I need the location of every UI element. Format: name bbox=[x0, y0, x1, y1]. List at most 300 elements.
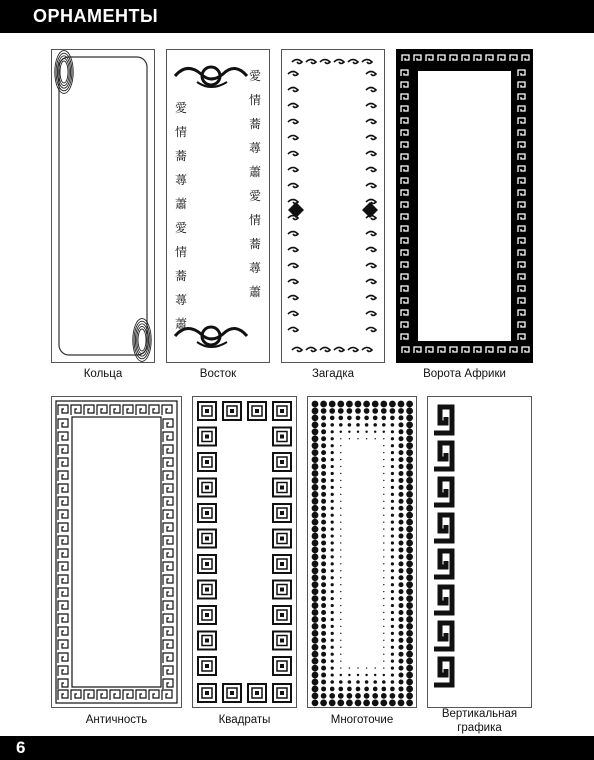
dot bbox=[321, 520, 326, 525]
dot bbox=[406, 512, 413, 519]
dot bbox=[391, 444, 394, 447]
dot bbox=[399, 527, 404, 532]
dot bbox=[331, 639, 334, 642]
dot bbox=[391, 486, 394, 489]
swirl bbox=[366, 280, 376, 284]
greek-key bbox=[58, 458, 68, 468]
dot bbox=[338, 693, 344, 699]
dot bbox=[374, 431, 376, 433]
greek-key bbox=[163, 627, 173, 637]
dot bbox=[312, 477, 319, 484]
dot bbox=[312, 602, 319, 609]
dot bbox=[381, 693, 387, 699]
dot bbox=[365, 680, 369, 684]
spiral-motif bbox=[434, 659, 452, 685]
dot bbox=[399, 686, 404, 691]
outer-line bbox=[56, 401, 177, 703]
dot bbox=[348, 431, 350, 433]
dot bbox=[339, 680, 343, 684]
dot bbox=[381, 408, 387, 414]
greek-key bbox=[123, 405, 133, 415]
nested-square bbox=[198, 606, 216, 624]
dot bbox=[399, 443, 404, 448]
dot bbox=[383, 549, 384, 550]
dot bbox=[340, 667, 341, 668]
dot bbox=[357, 438, 358, 439]
greek-key bbox=[58, 627, 68, 637]
dot bbox=[383, 466, 384, 467]
dot bbox=[312, 484, 319, 491]
dot bbox=[349, 438, 350, 439]
greek-key bbox=[163, 432, 173, 442]
dot bbox=[391, 507, 394, 510]
dot bbox=[355, 401, 362, 408]
dot bbox=[312, 470, 319, 477]
dot bbox=[406, 686, 413, 693]
dot bbox=[406, 699, 413, 706]
dot bbox=[355, 699, 362, 706]
dot bbox=[391, 528, 394, 531]
dot bbox=[329, 408, 335, 414]
dot bbox=[321, 617, 326, 622]
greek-key bbox=[163, 562, 173, 572]
dot bbox=[406, 588, 413, 595]
nested-square bbox=[198, 581, 216, 599]
glyph-right: 情 bbox=[248, 93, 262, 107]
dot bbox=[391, 493, 394, 496]
dot bbox=[406, 449, 413, 456]
greek-key bbox=[58, 536, 68, 546]
dot bbox=[347, 693, 353, 699]
dot bbox=[383, 445, 384, 446]
dot bbox=[321, 457, 326, 462]
dot bbox=[399, 638, 404, 643]
glyph-left: 蕭 bbox=[174, 197, 188, 211]
dot bbox=[340, 445, 341, 446]
dot bbox=[349, 667, 350, 668]
dot bbox=[340, 549, 341, 550]
dot bbox=[340, 674, 342, 676]
greek-key bbox=[163, 640, 173, 650]
dot bbox=[331, 611, 334, 614]
swirl bbox=[306, 60, 316, 64]
dot bbox=[321, 492, 326, 497]
dot bbox=[331, 625, 334, 628]
dot bbox=[406, 415, 413, 422]
dot bbox=[331, 500, 334, 503]
dot bbox=[321, 596, 326, 601]
dot bbox=[383, 501, 384, 502]
dot bbox=[338, 416, 343, 421]
dot bbox=[331, 618, 334, 621]
dot bbox=[390, 693, 396, 699]
dot bbox=[391, 437, 394, 440]
dot bbox=[399, 582, 404, 587]
ornament-riddle-panel bbox=[281, 49, 385, 363]
caption-africa: Ворота Африки bbox=[423, 368, 506, 380]
swirl bbox=[366, 184, 376, 188]
dot bbox=[312, 665, 319, 672]
dot bbox=[406, 547, 413, 554]
caption-squares: Квадраты bbox=[218, 714, 271, 726]
dot bbox=[331, 465, 334, 468]
dot bbox=[383, 480, 384, 481]
dot bbox=[312, 644, 319, 651]
header-bar bbox=[0, 0, 594, 33]
swirl bbox=[334, 60, 344, 64]
dot bbox=[321, 624, 326, 629]
dot bbox=[372, 408, 378, 414]
dot bbox=[340, 654, 341, 655]
dot bbox=[321, 436, 326, 441]
dot bbox=[321, 415, 326, 420]
dot bbox=[391, 430, 394, 433]
dot bbox=[340, 542, 341, 543]
greek-key bbox=[58, 640, 68, 650]
dot bbox=[321, 464, 326, 469]
dot bbox=[321, 603, 326, 608]
dot bbox=[406, 428, 413, 435]
dot bbox=[383, 626, 384, 627]
ring-swirl bbox=[133, 319, 151, 362]
dot bbox=[399, 610, 404, 615]
spiral-motif bbox=[434, 407, 452, 433]
glyph-left: 蕁 bbox=[174, 293, 188, 307]
dot bbox=[340, 431, 342, 433]
dot bbox=[406, 540, 413, 547]
dot bbox=[406, 435, 413, 442]
greek-key bbox=[163, 471, 173, 481]
dot bbox=[406, 693, 413, 700]
dot bbox=[399, 554, 404, 559]
dot bbox=[383, 556, 384, 557]
greek-key bbox=[163, 614, 173, 624]
footer-bar bbox=[0, 736, 594, 760]
dot bbox=[383, 452, 384, 453]
spiral-motif bbox=[434, 623, 452, 649]
dot bbox=[399, 457, 404, 462]
dot bbox=[383, 563, 384, 564]
greek-key bbox=[149, 405, 159, 415]
greek-key bbox=[58, 653, 68, 663]
dot bbox=[340, 480, 341, 481]
swirl bbox=[288, 168, 298, 172]
dot bbox=[399, 575, 404, 580]
dot bbox=[383, 473, 384, 474]
dot bbox=[340, 438, 341, 439]
nested-square bbox=[273, 657, 291, 675]
ornament-drawing bbox=[282, 50, 384, 362]
dot bbox=[340, 466, 341, 467]
glyph-left: 蕎 bbox=[174, 269, 188, 283]
swirl bbox=[366, 152, 376, 156]
glyph-right: 蕁 bbox=[248, 141, 262, 155]
dot bbox=[365, 674, 367, 676]
greek-key bbox=[58, 405, 68, 415]
dot bbox=[321, 568, 326, 573]
greek-key bbox=[71, 690, 81, 700]
dot bbox=[406, 519, 413, 526]
dot bbox=[321, 527, 326, 532]
swirl bbox=[288, 248, 298, 252]
dot bbox=[347, 416, 352, 421]
nested-square bbox=[248, 402, 266, 420]
dot bbox=[340, 535, 341, 536]
dot bbox=[406, 609, 413, 616]
ornament-rings-panel bbox=[51, 49, 155, 363]
caption-dots: Многоточие bbox=[330, 714, 394, 726]
dot bbox=[406, 498, 413, 505]
dot bbox=[321, 429, 326, 434]
greek-key bbox=[58, 562, 68, 572]
dot bbox=[321, 659, 326, 664]
dot bbox=[406, 567, 413, 574]
dot bbox=[373, 687, 378, 692]
dot bbox=[391, 625, 394, 628]
dot bbox=[399, 520, 404, 525]
nested-square bbox=[273, 606, 291, 624]
dot bbox=[399, 680, 404, 685]
dot bbox=[312, 498, 319, 505]
dot bbox=[312, 435, 319, 442]
dot bbox=[399, 659, 404, 664]
dot bbox=[383, 438, 384, 439]
dot bbox=[321, 575, 326, 580]
dot bbox=[390, 408, 396, 414]
dot bbox=[399, 603, 404, 608]
dot bbox=[383, 528, 384, 529]
ornament-drawing bbox=[428, 397, 531, 707]
greek-key bbox=[163, 588, 173, 598]
nested-square bbox=[223, 402, 241, 420]
dot bbox=[312, 456, 319, 463]
dot bbox=[331, 576, 334, 579]
dot bbox=[383, 577, 384, 578]
dot bbox=[406, 602, 413, 609]
dot bbox=[331, 521, 334, 524]
swirl bbox=[366, 72, 376, 76]
swirl bbox=[320, 60, 330, 64]
dot bbox=[346, 401, 353, 408]
dot bbox=[356, 680, 360, 684]
dot bbox=[382, 423, 386, 427]
greek-key bbox=[97, 405, 107, 415]
dot bbox=[347, 408, 353, 414]
dot bbox=[338, 687, 343, 692]
dot bbox=[357, 674, 359, 676]
swirl bbox=[288, 72, 298, 76]
dot bbox=[321, 485, 326, 490]
greek-key bbox=[163, 523, 173, 533]
greek-key bbox=[58, 510, 68, 520]
swirl bbox=[288, 152, 298, 156]
greek-key bbox=[58, 690, 68, 700]
dot bbox=[321, 589, 326, 594]
ornament-drawing bbox=[52, 397, 181, 707]
dot bbox=[390, 416, 395, 421]
swirl bbox=[366, 328, 376, 332]
glyph-right: 愛 bbox=[248, 189, 262, 203]
glyph-right: 愛 bbox=[248, 69, 262, 83]
dot bbox=[312, 560, 319, 567]
dot bbox=[406, 679, 413, 686]
greek-key bbox=[136, 405, 146, 415]
dot bbox=[312, 686, 319, 693]
dot bbox=[357, 431, 359, 433]
dot bbox=[372, 401, 379, 408]
dot bbox=[331, 472, 334, 475]
greek-key bbox=[84, 405, 94, 415]
dot bbox=[391, 423, 395, 427]
dot bbox=[375, 667, 376, 668]
dot bbox=[380, 699, 387, 706]
dot bbox=[391, 569, 394, 572]
greek-key bbox=[110, 690, 120, 700]
greek-key bbox=[163, 484, 173, 494]
dot bbox=[391, 646, 394, 649]
dot bbox=[337, 401, 344, 408]
swirl bbox=[366, 264, 376, 268]
dot bbox=[391, 451, 394, 454]
dot bbox=[321, 541, 326, 546]
dot bbox=[331, 646, 334, 649]
glyph-left: 愛 bbox=[174, 101, 188, 115]
dragon-top-icon bbox=[175, 67, 247, 87]
dot bbox=[312, 699, 319, 706]
dot bbox=[340, 570, 341, 571]
dot bbox=[331, 479, 334, 482]
dot bbox=[340, 640, 341, 641]
dot bbox=[406, 595, 413, 602]
dot bbox=[331, 632, 334, 635]
dot bbox=[340, 515, 341, 516]
nested-square bbox=[248, 684, 266, 702]
dot bbox=[312, 512, 319, 519]
glyph-right: 蕁 bbox=[248, 261, 262, 275]
spiral-motif bbox=[434, 515, 452, 541]
dot bbox=[331, 507, 334, 510]
white-window bbox=[418, 71, 511, 341]
dot bbox=[312, 519, 319, 526]
dot bbox=[406, 651, 413, 658]
dot bbox=[399, 415, 404, 420]
dot bbox=[391, 673, 394, 676]
greek-key bbox=[58, 575, 68, 585]
dot bbox=[321, 561, 326, 566]
dot bbox=[340, 556, 341, 557]
dot bbox=[383, 570, 384, 571]
dot bbox=[399, 478, 404, 483]
dot bbox=[399, 547, 404, 552]
dot bbox=[331, 451, 334, 454]
dot bbox=[406, 560, 413, 567]
dot bbox=[399, 673, 404, 678]
dot bbox=[373, 416, 378, 421]
dot bbox=[391, 590, 394, 593]
spiral-motif bbox=[434, 587, 452, 613]
dot bbox=[391, 611, 394, 614]
dot bbox=[406, 526, 413, 533]
greek-key bbox=[71, 405, 81, 415]
dot bbox=[312, 616, 319, 623]
dot bbox=[406, 533, 413, 540]
caption-east: Восток bbox=[199, 368, 237, 380]
dot bbox=[312, 630, 319, 637]
dot bbox=[331, 534, 334, 537]
swirl bbox=[288, 232, 298, 236]
greek-key bbox=[58, 601, 68, 611]
dot bbox=[383, 508, 384, 509]
caption-riddle: Загадка bbox=[311, 368, 355, 380]
swirl bbox=[288, 312, 298, 316]
swirl bbox=[348, 348, 358, 352]
dot bbox=[399, 429, 404, 434]
greek-key bbox=[163, 679, 173, 689]
greek-key bbox=[58, 666, 68, 676]
dot bbox=[383, 605, 384, 606]
swirl bbox=[362, 348, 372, 352]
greek-key bbox=[163, 497, 173, 507]
dot bbox=[331, 444, 334, 447]
nested-square bbox=[273, 402, 291, 420]
dot bbox=[391, 541, 394, 544]
dot bbox=[331, 660, 334, 663]
dot bbox=[312, 540, 319, 547]
dot bbox=[312, 581, 319, 588]
swirl bbox=[366, 104, 376, 108]
dot bbox=[329, 693, 335, 699]
dot bbox=[366, 438, 367, 439]
dot bbox=[321, 680, 326, 685]
glyph-left: 蕁 bbox=[174, 173, 188, 187]
nested-square bbox=[273, 453, 291, 471]
greek-key bbox=[58, 419, 68, 429]
dot bbox=[391, 500, 394, 503]
glyph-left: 情 bbox=[174, 125, 188, 139]
dot bbox=[331, 514, 334, 517]
spiral-motif bbox=[434, 479, 452, 505]
swirl bbox=[320, 348, 330, 352]
dot bbox=[312, 651, 319, 658]
greek-key bbox=[58, 445, 68, 455]
dot bbox=[329, 699, 336, 706]
dot bbox=[312, 609, 319, 616]
dot bbox=[321, 652, 326, 657]
greek-key bbox=[58, 432, 68, 442]
dot bbox=[399, 450, 404, 455]
dot bbox=[312, 567, 319, 574]
dot bbox=[406, 672, 413, 679]
dot bbox=[391, 597, 394, 600]
glyph-right: 蕎 bbox=[248, 237, 262, 251]
dot bbox=[321, 450, 326, 455]
dot bbox=[321, 554, 326, 559]
swirl bbox=[288, 184, 298, 188]
dot bbox=[383, 654, 384, 655]
ornament-vertical-graphics-panel bbox=[427, 396, 532, 708]
dot bbox=[363, 401, 370, 408]
dot bbox=[312, 637, 319, 644]
swirl bbox=[292, 60, 302, 64]
dot bbox=[383, 674, 385, 676]
dot bbox=[391, 660, 394, 663]
dot bbox=[357, 667, 358, 668]
dot bbox=[391, 548, 394, 551]
dot bbox=[348, 423, 352, 427]
dot bbox=[389, 401, 396, 408]
dot bbox=[364, 408, 370, 414]
nested-square bbox=[198, 504, 216, 522]
